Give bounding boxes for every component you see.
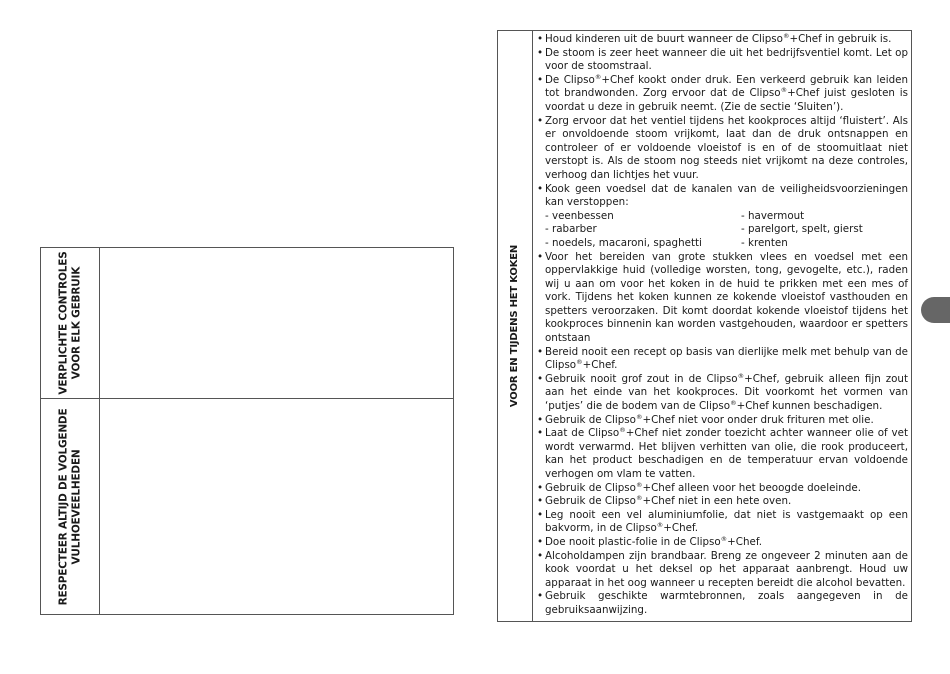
mandatory-checks-content xyxy=(100,248,453,398)
cooking-safety-table xyxy=(497,30,912,622)
safety-bullet: • De Clipso®+Chef kookt onder druk. Een verkeerd gebruik kan leiden tot brandwonden. Zorg ervoor dat de Clipso®+Chef juist gesloten is voordat u deze in gebruik neemt. (Zie de sectie ‘Sluiten’). xyxy=(537,74,908,115)
fill-levels-content xyxy=(100,399,453,614)
fill-levels-label xyxy=(58,408,83,605)
safety-bullet: • Gebruik nooit grof zout in de Clipso®+Chef, gebruik alleen fijn zout aan het einde van het kookproces. Dit voorkomt het vormen van ‘putjes’ die de bodem van de Clipso®+Chef kunnen beschadigen. xyxy=(537,373,908,414)
food-item: - havermout xyxy=(741,209,805,222)
safety-bullet: • Zorg ervoor dat het ventiel tijdens het kookproces altijd ‘fluistert’. Als er onvoldoende stoom vrijkomt, laat dan de druk ontsnappen en controleer of er voldoende vloeistof is en of de stoomuitlaat niet verstopt is. Als de stoom nog steeds niet vrijkomt na deze controles, verhoog dan lichtjes het vuur. xyxy=(537,115,908,183)
safety-bullet: • Bereid nooit een recept op basis van dierlijke melk met behulp van de Clipso®+Chef. xyxy=(537,346,908,373)
checks-table xyxy=(40,247,454,615)
food-item: - veenbessen xyxy=(545,209,614,222)
safety-bullet: • Alcoholdampen zijn brandbaar. Breng ze ongeveer 2 minuten aan de kook voordat u het deksel op het apparaat aanbrengt. Houd uw apparaat in het oog wanneer u recepten bereidt die alcohol bevatten. xyxy=(537,550,908,591)
food-item: - parelgort, spelt, gierst xyxy=(741,223,863,236)
food-list xyxy=(545,210,908,251)
food-item: - noedels, macaroni, spaghetti xyxy=(545,236,702,249)
page-section-tab xyxy=(921,297,950,323)
mandatory-checks-label-cell xyxy=(41,248,100,398)
mandatory-checks-row xyxy=(41,248,453,399)
label-line: VERPLICHTE CONTROLES xyxy=(57,251,70,395)
fill-levels-row xyxy=(41,399,453,614)
cooking-safety-content xyxy=(533,31,911,621)
safety-bullet: • Gebruik de Clipso®+Chef niet in een hete oven. xyxy=(537,495,908,509)
safety-bullet: • Laat de Clipso®+Chef niet zonder toezicht achter wanneer olie of vet wordt verwarmd. Het blijven verhitten van olie, die rook produceert, kan het product beschadigen en de temperatuur ervan voldoende verhogen om vlam te vatten. xyxy=(537,427,908,481)
food-item: - krenten xyxy=(741,236,788,249)
safety-bullet: • Leg nooit een vel aluminiumfolie, dat niet is vastgemaakt op een bakvorm, in de Clipso®+Chef. xyxy=(537,509,908,536)
safety-bullet: • Doe nooit plastic-folie in de Clipso®+Chef. xyxy=(537,536,908,550)
safety-bullet: • Voor het bereiden van grote stukken vlees en voedsel met een oppervlakkige huid (volledige worsten, tong, gevogelte, etc.), raden wij u aan om voor het koken in de huid te prikken met een mes of vork. Tijdens het koken kunnen ze kokende vloeistof vasthouden en spetters veroorzaken. Dit komt doordat kokende vloeistof tijdens het kookproces binnenin kan worden vastgehouden, waardoor er spetters ontstaan xyxy=(537,251,908,346)
safety-bullet: • Gebruik geschikte warmtebronnen, zoals aangegeven in de gebruiksaanwijzing. xyxy=(537,590,908,617)
label-line: VULHOEVEELHEDEN xyxy=(70,448,82,565)
safety-bullet: • Houd kinderen uit de buurt wanneer de Clipso®+Chef in gebruik is. xyxy=(537,33,908,47)
mandatory-checks-label xyxy=(58,251,83,394)
cooking-safety-label-cell xyxy=(498,31,533,621)
label-line: VOOR ELK GEBRUIK xyxy=(70,266,82,380)
safety-bullet: • De stoom is zeer heet wanneer die uit het bedrijfsventiel komt. Let op voor de stoomstraal. xyxy=(537,47,908,74)
food-item: - rabarber xyxy=(545,223,597,236)
label-line: RESPECTEER ALTIJD DE VOLGENDE xyxy=(57,408,70,605)
safety-bullet: • Gebruik de Clipso®+Chef alleen voor het beoogde doeleinde. xyxy=(537,482,908,496)
fill-levels-label-cell xyxy=(41,399,100,614)
safety-bullet: • Gebruik de Clipso®+Chef niet voor onder druk frituren met olie. xyxy=(537,414,908,428)
safety-bullet-food-list xyxy=(537,183,908,251)
food-list-intro: • Kook geen voedsel dat de kanalen van de veiligheidsvoorzieningen kan verstoppen: xyxy=(545,182,908,209)
cooking-safety-label: VOOR EN TIJDENS HET KOKEN xyxy=(508,244,520,408)
